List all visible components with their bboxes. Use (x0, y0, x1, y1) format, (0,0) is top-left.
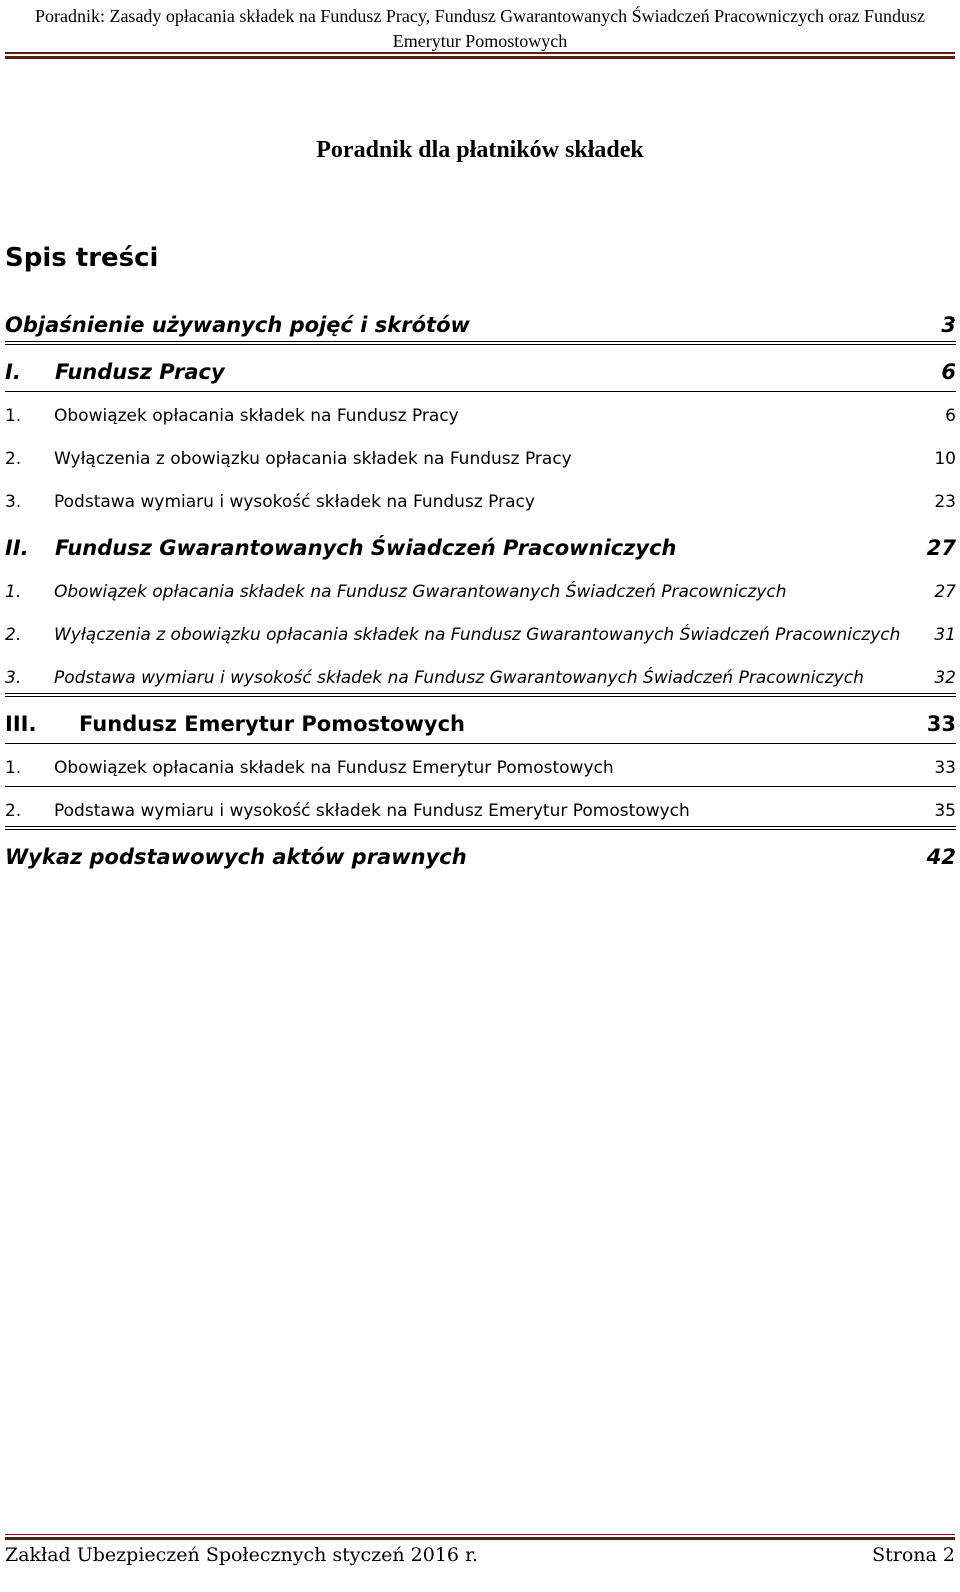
toc-entry-page: 6 (945, 406, 956, 426)
toc-entry-number: 2. (5, 801, 22, 821)
toc-entry-page: 33 (934, 758, 956, 778)
toc-entry-page: 35 (934, 801, 956, 821)
toc-entry-legal-acts[interactable] (5, 824, 956, 871)
toc-entry-explanations[interactable] (5, 292, 956, 339)
toc-heading: Spis treści (5, 243, 159, 273)
toc-entry-2-2[interactable] (5, 605, 956, 648)
toc-entry-2-3[interactable] (5, 648, 956, 691)
toc-entry-page: 27 (926, 536, 956, 560)
toc-entry-page: 33 (926, 712, 956, 736)
toc-entry-page: 6 (941, 360, 956, 384)
toc-entry-number: III. (5, 712, 37, 736)
header-line-1: Poradnik: Zasady opłacania składek na Fundusz Pracy, Fundusz Gwarantowanych Świadczeń Pracowniczych oraz Fundusz (34, 6, 926, 26)
table-of-contents (5, 292, 956, 871)
toc-entry-label: Podstawa wymiaru i wysokość składek na Fundusz Pracy (54, 492, 535, 512)
toc-entry-page: 42 (926, 845, 956, 869)
toc-entry-label: Podstawa wymiaru i wysokość składek na Fundusz Emerytur Pomostowych (54, 801, 690, 821)
toc-entry-label: Wykaz podstawowych aktów prawnych (5, 845, 467, 869)
page-footer (5, 1544, 955, 1566)
toc-entry-3-2[interactable] (5, 781, 956, 824)
toc-entry-label: Obowiązek opłacania składek na Fundusz Emerytur Pomostowych (54, 758, 614, 778)
toc-entry-page: 27 (934, 582, 956, 602)
toc-entry-1-3[interactable] (5, 472, 956, 515)
toc-entry-label: Wyłączenia z obowiązku opłacania składek na Fundusz Pracy (54, 449, 572, 469)
toc-entry-page: 10 (934, 449, 956, 469)
toc-entry-page: 31 (934, 625, 956, 645)
toc-entry-label: Podstawa wymiaru i wysokość składek na Fundusz Gwarantowanych Świadczeń Pracowniczych (54, 668, 864, 688)
toc-entry-section-1[interactable] (5, 339, 956, 386)
toc-entry-page: 3 (941, 313, 956, 337)
footer-divider (5, 1534, 955, 1540)
toc-entry-number: 1. (5, 758, 22, 778)
document-title: Poradnik dla płatników składek (316, 137, 644, 163)
header-line-2: Emerytur Pomostowych (392, 31, 568, 51)
toc-entry-section-2[interactable] (5, 515, 956, 562)
toc-entry-label: Fundusz Pracy (55, 360, 225, 384)
toc-entry-label: Obowiązek opłacania składek na Fundusz Gwarantowanych Świadczeń Pracowniczych (54, 582, 787, 602)
footer-page-number: Strona 2 (872, 1544, 955, 1566)
toc-entry-number: 1. (5, 406, 22, 426)
toc-entry-number: 3. (5, 492, 22, 512)
toc-entry-1-2[interactable] (5, 429, 956, 472)
toc-entry-number: 2. (5, 625, 22, 645)
toc-entry-1-1[interactable] (5, 386, 956, 429)
toc-entry-section-3[interactable] (5, 691, 956, 738)
toc-entry-label: Wyłączenia z obowiązku opłacania składek na Fundusz Gwarantowanych Świadczeń Pracowniczych (54, 625, 901, 645)
toc-entry-label: Objaśnienie używanych pojęć i skrótów (5, 313, 470, 337)
toc-entry-number: 3. (5, 668, 22, 688)
toc-entry-page: 23 (934, 492, 956, 512)
page-header (0, 0, 960, 54)
toc-entry-number: I. (5, 360, 21, 384)
toc-entry-label: Fundusz Emerytur Pomostowych (79, 712, 465, 736)
header-divider (5, 52, 955, 59)
toc-entry-3-1[interactable] (5, 738, 956, 781)
toc-entry-page: 32 (934, 668, 956, 688)
toc-entry-number: 1. (5, 582, 22, 602)
toc-entry-2-1[interactable] (5, 562, 956, 605)
toc-entry-number: 2. (5, 449, 22, 469)
footer-publisher: Zakład Ubezpieczeń Społecznych styczeń 2016 r. (5, 1544, 479, 1566)
toc-entry-number: II. (5, 536, 29, 560)
toc-entry-label: Fundusz Gwarantowanych Świadczeń Pracowniczych (55, 536, 677, 560)
toc-entry-label: Obowiązek opłacania składek na Fundusz Pracy (54, 406, 459, 426)
